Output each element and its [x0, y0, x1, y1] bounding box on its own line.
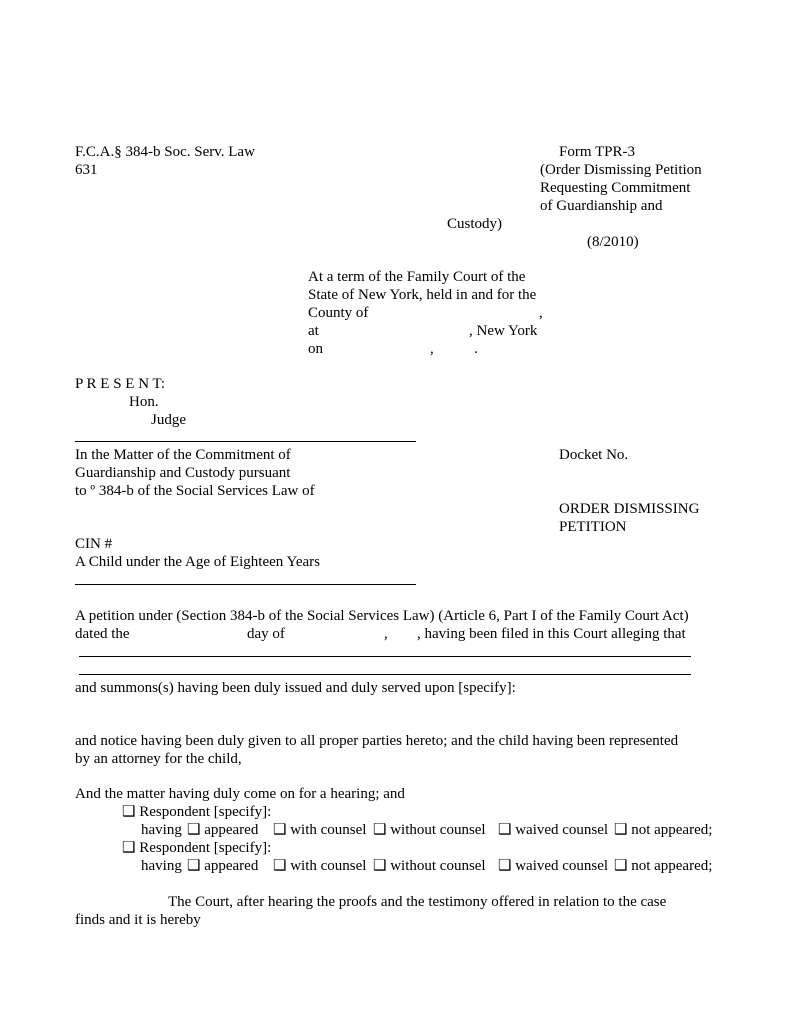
petition-dated-label: dated the [75, 626, 130, 642]
form-description-line4: Custody) [447, 216, 503, 232]
caption-line2: Guardianship and Custody pursuant [75, 465, 291, 481]
judge-label: Judge [151, 412, 186, 428]
hon-label: Hon. [129, 394, 159, 410]
respondent-1-waived-counsel-checkbox[interactable]: ❑ waived counsel [498, 822, 609, 838]
respondent-1-checkbox-label[interactable]: ❑ Respondent [specify]: [122, 804, 272, 820]
respondent-2-checkbox-label[interactable]: ❑ Respondent [specify]: [122, 840, 272, 856]
statute-citation-line1: F.C.A.§ 384-b Soc. Serv. Law [75, 144, 255, 160]
court-term-line1: At a term of the Family Court of the [308, 269, 526, 285]
respondent-2-waived-counsel-checkbox[interactable]: ❑ waived counsel [498, 858, 609, 874]
order-title-line2: PETITION [559, 519, 627, 535]
form-description-line2: Requesting Commitment [540, 180, 691, 196]
court-findings-line2: finds and it is hereby [75, 912, 201, 928]
present-label: P R E S E N T: [75, 376, 166, 392]
child-description: A Child under the Age of Eighteen Years [75, 554, 320, 570]
respondent-2-with-counsel-checkbox[interactable]: ❑ with counsel [273, 858, 367, 874]
court-term-line2: State of New York, held in and for the [308, 287, 537, 303]
form-number: Form TPR-3 [559, 144, 635, 160]
notice-line2: by an attorney for the child, [75, 751, 242, 767]
respondent-1-appeared-checkbox[interactable]: ❑ appeared [187, 822, 259, 838]
respondent-2-having-label: having [141, 858, 182, 874]
date-comma: , [430, 341, 434, 357]
respondent-1-with-counsel-checkbox[interactable]: ❑ with counsel [273, 822, 367, 838]
form-description-line3: of Guardianship and [540, 198, 663, 214]
form-description-line1: (Order Dismissing Petition [540, 162, 702, 178]
notice-line1: and notice having been duly given to all proper parties hereto; and the child having been represented [75, 733, 679, 749]
caption-line3: to º 384-b of the Social Services Law of [75, 483, 315, 499]
caption-bottom-rule [75, 584, 416, 585]
caption-top-rule [75, 441, 416, 442]
petition-line1: A petition under (Section 384-b of the Social Services Law) (Article 6, Part I of the Family Court Act) [75, 608, 689, 624]
petition-comma: , [384, 626, 388, 642]
caption-line1: In the Matter of the Commitment of [75, 447, 291, 463]
at-label: at [308, 323, 319, 339]
county-label: County of [308, 305, 369, 321]
respondent-1-having-label: having [141, 822, 182, 838]
respondent-2-without-counsel-checkbox[interactable]: ❑ without counsel [373, 858, 486, 874]
respondent-1-without-counsel-checkbox[interactable]: ❑ without counsel [373, 822, 486, 838]
respondent-2-appeared-checkbox[interactable]: ❑ appeared [187, 858, 259, 874]
docket-number-label: Docket No. [559, 447, 629, 463]
new-york-suffix: , New York [469, 323, 538, 339]
on-label: on [308, 341, 323, 357]
order-title-line1: ORDER DISMISSING [559, 501, 700, 517]
statute-citation-line2: 631 [75, 162, 98, 178]
summons-line: and summons(s) having been duly issued and duly served upon [specify]: [75, 680, 516, 696]
hearing-line: And the matter having duly come on for a hearing; and [75, 786, 405, 802]
respondent-1-not-appeared-checkbox[interactable]: ❑ not appeared; [614, 822, 713, 838]
date-period: . [474, 341, 478, 357]
petition-day-of-label: day of [247, 626, 285, 642]
county-comma: , [539, 305, 543, 321]
allegation-blank-line1 [79, 656, 691, 657]
form-revision-date: (8/2010) [587, 234, 639, 250]
allegation-blank-line2 [79, 674, 691, 675]
cin-label: CIN # [75, 536, 113, 552]
petition-filed-text: , having been filed in this Court alleging that [417, 626, 686, 642]
respondent-2-not-appeared-checkbox[interactable]: ❑ not appeared; [614, 858, 713, 874]
court-findings-line1: The Court, after hearing the proofs and the testimony offered in relation to the case [168, 894, 667, 910]
